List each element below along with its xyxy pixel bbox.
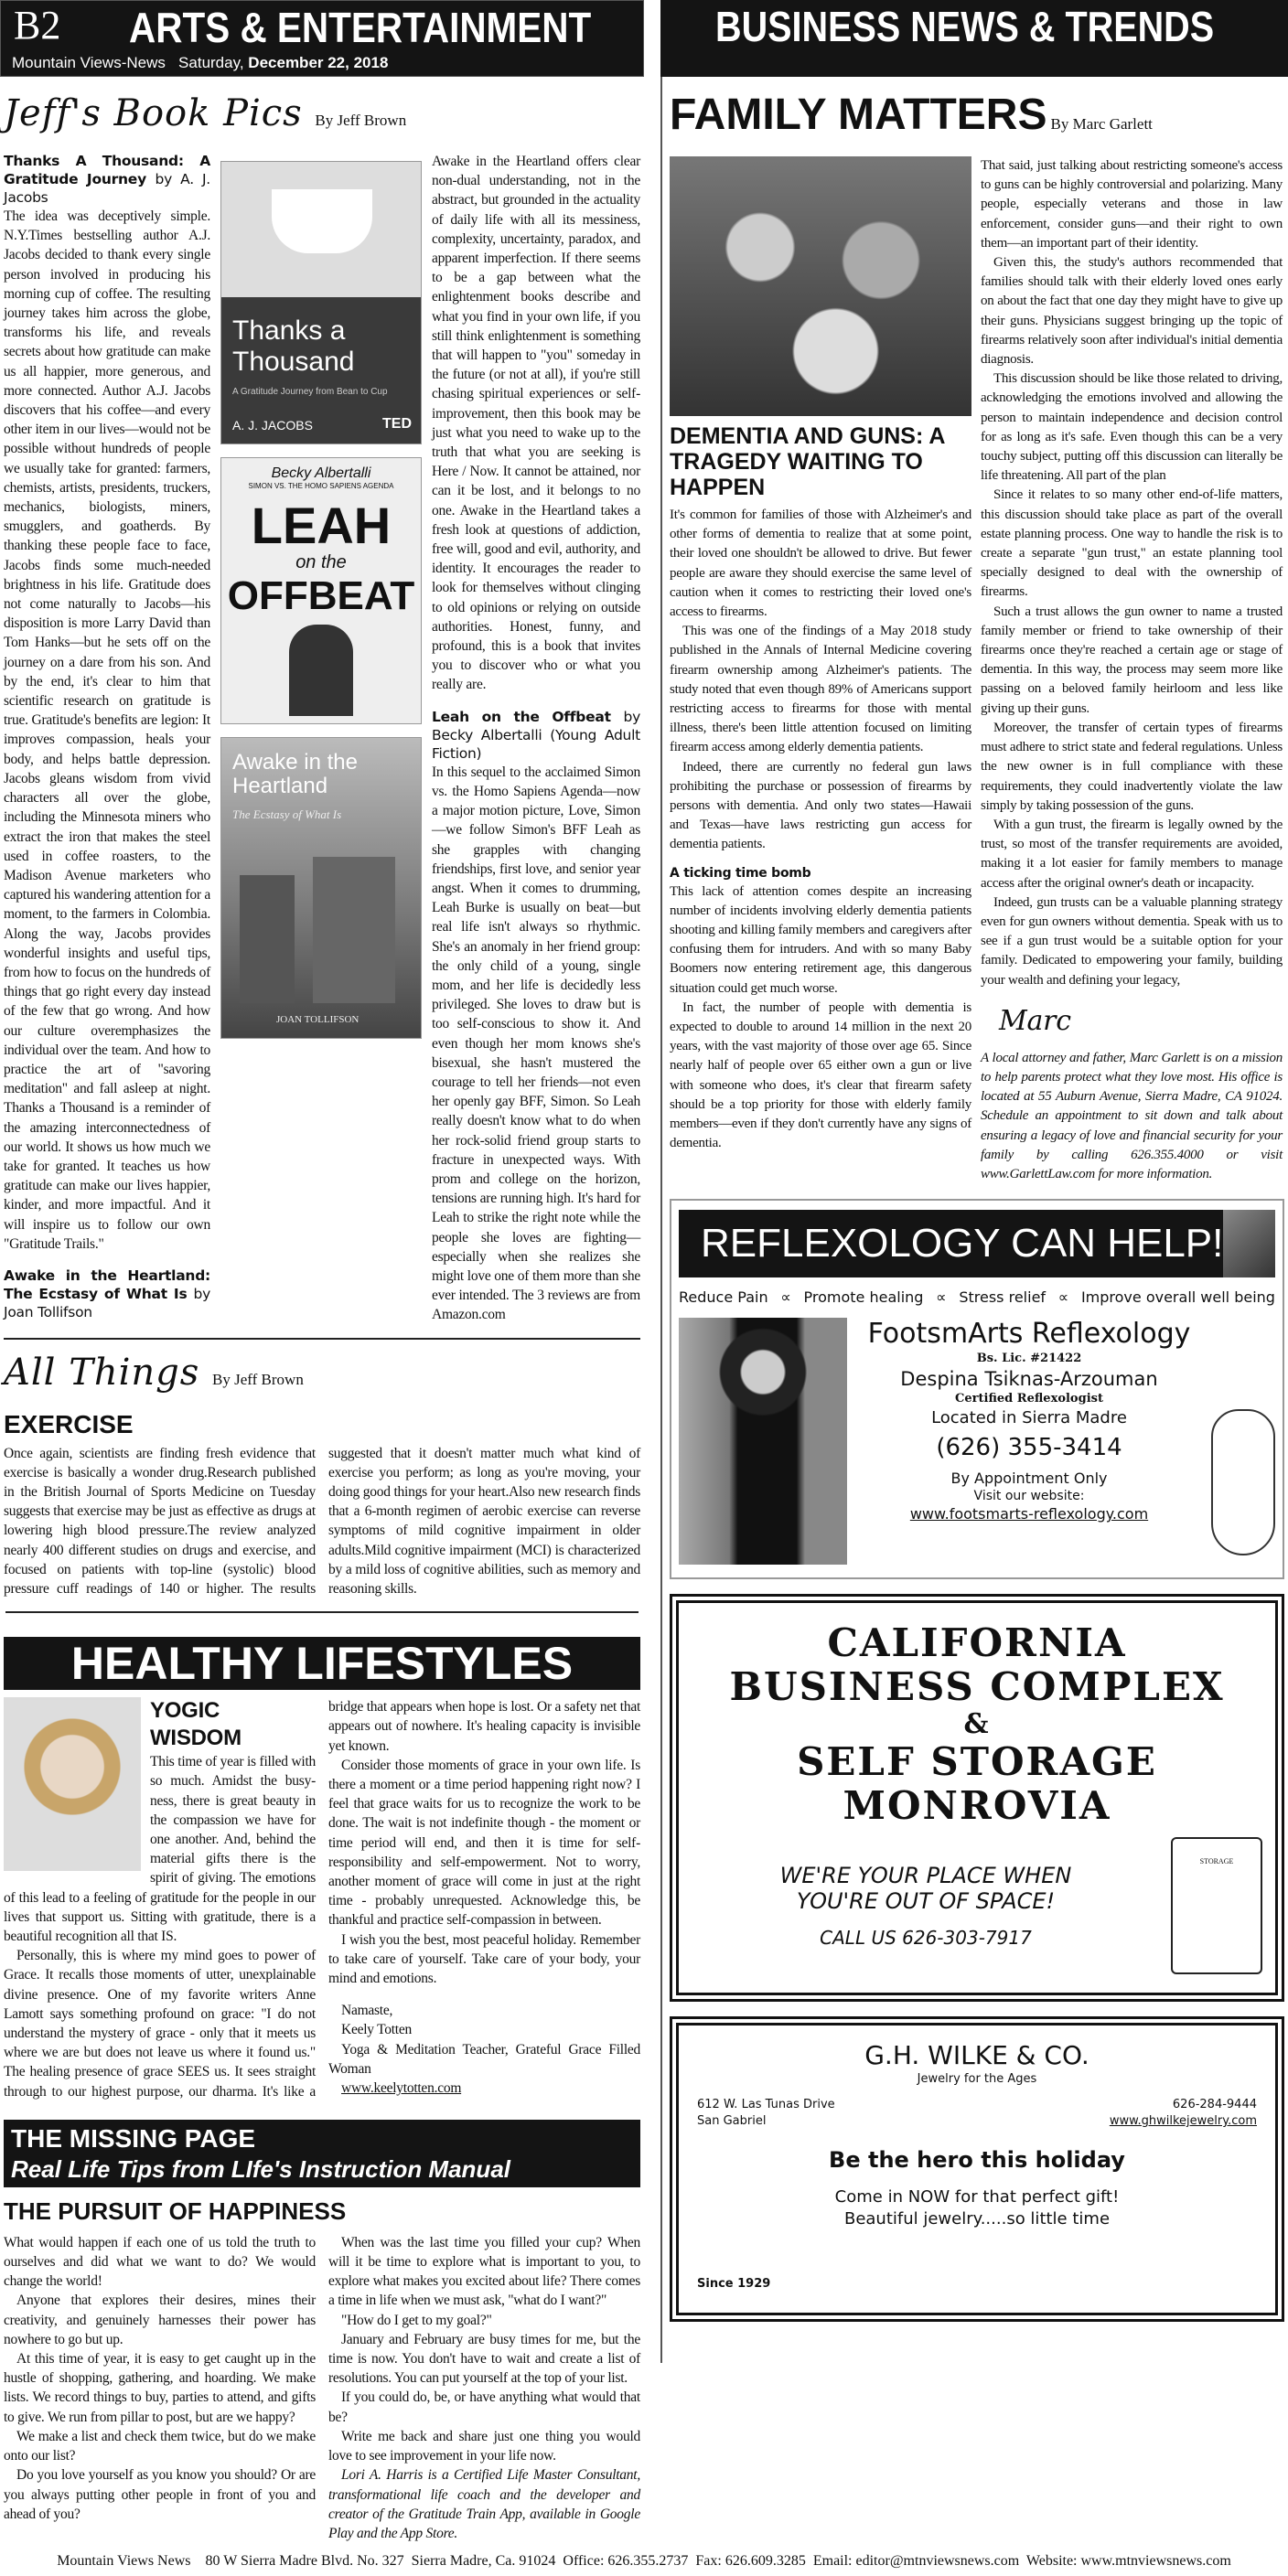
gh-wilke-ad <box>670 2016 1284 2322</box>
author-name: Keely Totten <box>341 2022 412 2038</box>
masthead-row <box>0 0 1288 77</box>
paragraph: This discussion should be like those related to driving, acknowledging the emotions involved and allowing the person to maintain independence and decision control for as long as it's safe. Even though this can be a very touchy subject, putting off this discussion can literally be life threatening. All part of the plan <box>981 371 1283 484</box>
coffee-cup-icon <box>272 189 372 253</box>
paragraph: Given this, the study's authors recommended that families should talk with their elderly loved ones early on about the fact that one day they might have to give up their guns. Physicians suggest bringing up the topic of firearms relatively soon after individual's initial dementia diagnosis. <box>981 255 1283 368</box>
book-review-col-1 <box>4 152 210 1325</box>
benefits-list <box>679 1288 1275 1307</box>
headline-line: SELF STORAGE <box>797 1739 1157 1785</box>
family-article-col-2 <box>981 156 1283 1184</box>
ad-banner <box>679 1210 1275 1277</box>
separator: ∝ <box>780 1288 791 1307</box>
ad-headline: REFLEXOLOGY CAN HELP! <box>701 1221 1224 1267</box>
paragraph: January and February are busy times for me, but the time is now. You don't have to wait and create a list of resolutions. You can put yourself at the top of your list. <box>328 2331 640 2387</box>
yogic-wisdom-text <box>4 1697 640 2101</box>
section-header-business <box>660 0 1288 77</box>
paragraph: It's common for families of those with Alzheimer's and other forms of dementia to realize that at some point, their loved one shouldn't be allowed to drive. But fewer people are aware they should exercise the same level of caution when it comes to restricting their loved one's access to firearms. <box>670 508 971 620</box>
benefit: Improve overall well being <box>1080 1288 1275 1307</box>
book-covers <box>220 152 422 1325</box>
reflexology-ad <box>670 1199 1284 1579</box>
visit-label: Visit our website: <box>973 1489 1085 1504</box>
cover-tagline: SIMON VS. THE HOMO SAPIENS AGENDA <box>248 482 394 490</box>
address <box>697 2097 835 2130</box>
book-reviews <box>4 152 640 1325</box>
appointment-note: By Appointment Only <box>950 1470 1108 1488</box>
column-title-text: Jeff's Book Pics <box>4 92 303 134</box>
pursuit-article-text <box>4 2233 640 2543</box>
business-name: G.H. WILKE & CO. <box>864 2040 1089 2071</box>
review-text: The idea was deceptively simple. N.Y.Times bestselling author A.J. Jacobs decided to thank every single person involved in producing his morning cup of coffee. The resulting journey takes him across the globe, transforms his life, and reveals secrets about how gratitude can make us all happier, more generous, and more connected. Author A.J. Jacobs discovers that his coffee—and every other item in our lives—would not be possible without hundreds of people we usually take for granted: farmers, chemists, artists, presidents, truckers, mechanics, biologists, miners, smugglers, and goatherds. By thanking these people face to face, Jacobs finds some much-needed brightness in his life. Gratitude does not come naturally to Jacobs—his disposition is more Larry David than Tom Hanks—but he sets off on the journey on a dare from his son. And by the end, it's clear to him that scientific research on gratitude is true. Gratitude's benefits are legion: It improves compassion, heals your body, and helps battle depression. Jacobs gleans wisdom from vivid characters all over the globe, including the Minnesota miners who extract the iron that makes the steel used in coffee roasters, to the Madison Avenue marketers who captured his wandering attention for a moment, to the farmers in Colombia. Along the way, Jacobs provides wonderful insights and useful tips, from how to focus on the hundreds of things that go right every day instead of the few that go wrong. And how our culture overemphasizes the individual over the team. And how to practice the art of "savoring meditation" and fall asleep at night. Thanks a Thousand is a reminder of the amazing interconnectedness of our world. It shows us how much we take for granted. It teaches us how gratitude can make our lives happier, kinder, and more impactful. And it will inspire us to follow our own "Gratitude Trails." <box>4 208 210 1252</box>
ad-line: Beautiful jewelry.....so little time <box>843 2209 1111 2229</box>
column-subtitle: Real Life Tips from LIfe's Instruction Manual <box>11 2154 510 2183</box>
storage-locker-illustration <box>1171 1837 1262 1974</box>
benefit: Stress relief <box>959 1288 1046 1307</box>
address-line: 612 W. Las Tunas Drive <box>697 2098 835 2112</box>
author-website-link[interactable]: www.keelytotten.com <box>341 2080 462 2097</box>
exercise-article-text: Once again, scientists are finding fresh evidence that exercise is basically a wonder drug.Research published in the British Journal of Sports Medicine on Tuesday suggests that exercise may be just as effective as drugs at lowering high blood pressure.The review analyzed nearly 400 different studies on drugs and exercise, and focused on patients with top-line (systolic) blood pressure cuff readings of 140 or higher. The results suggested that it doesn't matter much what kind of exercise you perform; as long as you're moving, your doing good things for your heart.Also new research finds that a 6-month regimen of aerobic exercise can reverse symptoms of mild cognitive impairment in older adults.Mild cognitive impairment (MCI) is characterized by a mild loss of cognitive abilities, such as memory and reasoning skills. <box>4 1445 640 1597</box>
paragraph: Anyone that explores their desires, mines their creativity, and genuinely harnesses their power has nowhere to go but up. <box>4 2293 316 2347</box>
author-bio: Lori A. Harris is a Certified Life Master Consultant, transformational life coach and the developer and creator of the Gratitude Train App, available in Google Play and the App Store. <box>328 2467 640 2541</box>
cover-illustration <box>289 625 353 716</box>
cover-title: on the <box>295 552 347 572</box>
cover-publisher: TED <box>382 416 412 432</box>
license: Bs. Lic. #21422 <box>976 1352 1082 1366</box>
ampersand: & <box>963 1708 991 1741</box>
cover-subtitle: The Ecstasy of What Is <box>232 807 342 821</box>
review-heading <box>4 152 210 207</box>
address-contact-row <box>697 2097 1257 2130</box>
ad-body <box>679 1318 1275 1565</box>
section-title: ARTS & ENTERTAINMENT <box>129 4 592 51</box>
paragraph: That said, just talking about restricting someone's access to guns can be highly controversial and polarizing. Many people, especially veterans and those in law enforcement, consider guns—and their right to own them—an important part of their identity. <box>981 158 1283 251</box>
location: Located in Sierra Madre <box>931 1408 1127 1428</box>
family-article <box>670 156 1284 1184</box>
headline-line: MONROVIA <box>843 1783 1111 1829</box>
subheading: A ticking time bomb <box>670 865 811 881</box>
article-heading: THE PURSUIT OF HAPPINESS <box>4 2197 347 2225</box>
paragraph: Since it relates to so many other end-of-life matters, this discussion should take place as part of the overall estate planning process. One way to handle the risk is to create a separate "gun trust," an estate planning tool specially designed to deal with the ownership of firearms. <box>981 487 1283 600</box>
reflexologist-photo <box>679 1318 847 1565</box>
ad-headline <box>692 1621 1262 1828</box>
article-heading: YOGIC WISDOM <box>150 1698 242 1751</box>
article-heading: DEMENTIA AND GUNS: A TRAGEDY WAITING TO HAPPEN <box>670 423 945 500</box>
ad-footer <box>692 1837 1262 1974</box>
tagline-line: YOU'RE OUT OF SPACE! <box>796 1888 1056 1915</box>
cover-title: OFFBEAT <box>227 573 415 618</box>
cover-subtitle: A Gratitude Journey from Bean to Cup <box>232 387 388 397</box>
paragraph: Consider those moments of grace in your own life. Is there a moment or a time period happening right now? I feel that grace waits for us to recognize the work to be done. The wait is not indefinite though - the moment or time period will end, and then it is time for self-responsibility and self-empowerment. Not to worry, another moment of grace will come in just at the right time - probably unrequested. Acknowledge this, be thankful and practice self-compassion in between. <box>328 1757 640 1929</box>
website-link[interactable]: www.footsmarts-reflexology.com <box>909 1505 1149 1523</box>
review-text: Awake in the Heartland offers clear non-dual understanding, not in the abstract, but grounded in the actuality of daily life with all its messiness, complexity, uncertainty, paradox, and apparent imperfection. If there seems to be a gap between what the enlightenment books describe and what you find in your own life, if you still think enlightenment is something that will happen to "you" someday in the future (or not at all), if you're still chasing spiritual experiences or self-improvement, then this book may be just what you need to wake up to the truth that what you are seeking is Here / Now. It cannot be attained, nor can it be lost, and it belongs to no one. Awake in the Heartland takes a fresh look at questions of addiction, free will, good and evil, authority, and identity. It encourages the reader to look for themselves without clinging to old opinions or relying on outside authorities. Honest, funny, and profound, this is a book that invites you to discover who or what you really are. <box>432 154 640 693</box>
paragraph: This time of year is filled with so much. Amidst the busy-ness, there is great beauty in the compassion we have for one another. And, behind the material gifts there is the spirit of giving. The emotions of this lead to a feeling of gratitude for the people in our lives that support us. Sitting with gratitude, there is a beautiful recognition all that IS. <box>4 1754 316 1945</box>
headline-line: CALIFORNIA <box>827 1620 1127 1666</box>
article-heading: EXERCISE <box>4 1409 134 1438</box>
headline-line: BUSINESS COMPLEX <box>729 1664 1225 1710</box>
missing-page-banner <box>4 2120 640 2187</box>
paragraph: At this time of year, it is easy to get caught up in the hustle of shopping, gathering, and hoarding. We make lists. We record things to buy, parties to attend, and gifts to give. We run from pillar to post, but are we happy? <box>4 2351 316 2425</box>
book-cover-awake-in-the-heartland <box>220 737 422 1039</box>
ad-line: Come in NOW for that perfect gift! <box>834 2187 1120 2207</box>
cover-author: JOAN TOLLIFSON <box>276 1014 360 1025</box>
section-header-arts <box>0 0 644 77</box>
cover-title: Thanks a Thousand <box>232 315 355 377</box>
review-author: by Joan Tollifson <box>4 1285 210 1320</box>
paragraph: Do you love yourself as you know you should? Or are you always putting other people in front of you and ahead of you? <box>4 2467 316 2522</box>
phone: (626) 355-3414 <box>936 1434 1122 1462</box>
ad-body <box>697 2186 1257 2230</box>
paragraph: Personally, this is where my mind goes to power of Grace. It recalls those moments of utter, unexplainable divine presence. One of my favorite writers Anne Lamott says something profound on grace: "I do not understand the mystery of grace - only that it meets us where we are but does not leave us where it found us." The healing presence of grace SEES us. It sees straight through to our highest purpose, our dharma. It's like a bridge that appears when hope is lost. Or a safety net that appears out of nowhere. It's healing capacity is invisible yet known. <box>4 1699 640 2100</box>
byline: By Jeff Brown <box>212 1370 304 1388</box>
book-review-col-3 <box>432 152 640 1325</box>
paragraph: This lack of attention comes despite an increasing number of incidents involving elderly dementia patients shooting and killing family members and caregivers after confusing them for intruders. And with so many Baby Boomers now entering retirement age, this dangerous situation could get much worse. <box>670 883 971 996</box>
page-number: B2 <box>14 3 61 48</box>
book-cover-leah-on-the-offbeat <box>220 457 422 724</box>
book-column-title <box>4 90 640 144</box>
divider <box>5 1611 639 1613</box>
review-author: by A. J. Jacobs <box>4 171 210 206</box>
sign-off: Namaste, <box>341 2003 393 2019</box>
section-title: BUSINESS NEWS & TRENDS <box>715 3 1215 50</box>
review-heading <box>4 1267 210 1321</box>
byline: By Marc Garlett <box>1050 115 1153 133</box>
paragraph: Indeed, there are currently no federal gun laws prohibiting the purchase or possession of firearms by persons with dementia. And only two states—Hawaii and Texas—have laws restricting gun access for dementia patients. <box>670 759 971 852</box>
benefit: Reduce Pain <box>679 1288 768 1307</box>
foot-photo <box>1223 1210 1275 1277</box>
paragraph: When was the last time you filled your cup? When will it be time to explore what is important to you, to explore what makes you excited about life? There comes a time in life when we must ask, "what do I want?" <box>328 2234 640 2309</box>
day: Saturday, <box>178 54 244 71</box>
page-body <box>0 77 1288 2543</box>
phone: CALL US 626-303-7917 <box>820 1927 1032 1950</box>
family-photo <box>670 156 971 416</box>
contact <box>1110 2097 1257 2130</box>
review-title: Leah on the Offbeat <box>432 708 611 725</box>
author-photo <box>4 1697 141 1871</box>
locker-label: STORAGE <box>1199 1857 1234 1866</box>
cover-title: Awake in the Heartland <box>232 750 358 798</box>
foot-icon <box>1211 1409 1275 1555</box>
cover-title: LEAH <box>251 497 392 554</box>
business-name: FootsmArts Reflexology <box>867 1318 1191 1351</box>
column-title: THE MISSING PAGE <box>11 2123 256 2153</box>
author-bio: A local attorney and father, Marc Garlett is on a mission to help parents protect what they love most. His office is located at 55 Auburn Avenue, Sierra Madre, CA 91024. Schedule an appointment to sit down and talk about ensuring a legacy of love and financial security for your family by calling 626.355.4000 or visit www.GarlettLaw.com for more information. <box>981 1050 1283 1181</box>
paragraph: Moreover, the transfer of certain types of firearms must adhere to strict state and federal regulations. Unless the new owner is in full compliance with these requirements, they could inadvertently violate the law simply by taking possession of the guns. <box>981 720 1283 813</box>
right-column <box>660 77 1288 2363</box>
separator: ∝ <box>1057 1288 1069 1307</box>
left-column <box>0 77 644 2543</box>
paragraph: With a gun trust, the firearm is legally owned by the trust, so most of the transfer requirements are avoided, making it a lot easier for family members to manage access after the original owner's death or incapacity. <box>981 817 1283 891</box>
dateline <box>12 54 388 72</box>
family-matters-title <box>670 90 1284 151</box>
review-author: by Becky Albertalli (Young Adult Fiction) <box>432 708 640 762</box>
footer-contact: Mountain Views News 80 W Sierra Madre Blvd. No. 327 Sierra Madre, Ca. 91024 Office: 626.355.2737 Fax: 626.609.3285 Email: editor@mtnviewsnews.com Website: www.mtnviewsnews.com <box>57 2553 1231 2570</box>
building-image <box>240 875 295 1003</box>
paragraph: What would happen if each one of us told the truth to ourselves and did what we want to do? We would change the world! <box>4 2234 316 2290</box>
paragraph: Such a trust allows the gun owner to name a trusted family member or friend to take ownership of their firearms once they're reached a certain age or stage of dementia. In this way, the process may seem more like passing on a beloved family heirloom and less like giving up their guns. <box>981 604 1283 716</box>
byline: By Jeff Brown <box>315 112 407 129</box>
book-cover-thanks-a-thousand <box>220 161 422 444</box>
review-title: Awake in the Heartland: The Ecstasy of What Is <box>4 1267 210 1302</box>
review-title: Thanks A Thousand: A Gratitude Journey <box>4 153 210 187</box>
address-line: San Gabriel <box>697 2114 767 2129</box>
cover-author: A. J. JACOBS <box>232 418 313 433</box>
paragraph: We make a list and check them twice, but do we make onto our list? <box>4 2428 316 2464</box>
building-image <box>313 857 395 1003</box>
divider <box>4 1338 640 1340</box>
column-title-text: All Things <box>4 1351 200 1394</box>
paragraph: In fact, the number of people with dementia is expected to double to around 14 million in the next 20 years, with the vast majority of those over age 65. Since nearly half of people over 65 either own a gun or live with someone who does, it's clear that firearm safety should be a top priority for those with elderly family members—even if they don't currently have any signs of dementia. <box>670 999 971 1151</box>
review-heading <box>432 708 640 763</box>
signature: Marc <box>999 1004 1071 1037</box>
practitioner-name: Despina Tsiknas-Arzouman <box>900 1368 1158 1391</box>
california-business-complex-ad <box>670 1594 1284 2002</box>
all-things-title <box>4 1349 640 1404</box>
paragraph: Write me back and share just one thing you would love to see improvement in your life now. <box>328 2428 640 2464</box>
column-title-text: FAMILY MATTERS <box>670 91 1047 139</box>
ad-details <box>854 1318 1204 1524</box>
ad-tagline <box>692 1863 1160 1949</box>
paragraph: I wish you the best, most peaceful holiday. Remember to take care of yourself. Take care of your body, your mind and emotions. <box>328 1931 640 1987</box>
tagline-line: WE'RE YOUR PLACE WHEN <box>779 1863 1072 1889</box>
certification: Certified Reflexologist <box>955 1392 1103 1406</box>
paragraph: "How do I get to my goal?" <box>341 2312 492 2328</box>
since-year: Since 1929 <box>697 2277 771 2292</box>
family-article-col-1 <box>670 156 971 1184</box>
healthy-lifestyles-banner: HEALTHY LIFESTYLES <box>4 1637 640 1690</box>
paragraph: This was one of the findings of a May 2018 study published in the Annals of Internal Medicine covering firearm ownership among Alzheimer's patients. The study noted that even though 89% of Americans support restricting access to firearms for those with mental illness, there's been little attention focused on limiting firearm access among elderly dementia patients. <box>670 624 971 755</box>
benefit: Promote healing <box>803 1288 924 1307</box>
cover-author: Becky Albertalli <box>271 465 371 481</box>
author-title: Yoga & Meditation Teacher, Grateful Grace Filled Woman <box>328 2041 640 2077</box>
tagline: Jewelry for the Ages <box>917 2072 1037 2087</box>
paragraph: Indeed, gun trusts can be a valuable planning strategy even for gun owners without dementia. Speak with us to see if a gun trust would be a suitable option for your family. Dedicated to empowering your family, building your wealth and defining your legacy, <box>981 894 1283 988</box>
separator: ∝ <box>936 1288 947 1307</box>
ad-headline: Be the hero this holiday <box>829 2147 1125 2174</box>
paper-name: Mountain Views-News <box>12 54 166 71</box>
website-link[interactable]: www.ghwilkejewelry.com <box>1109 2114 1257 2129</box>
paragraph: If you could do, be, or have anything what would that be? <box>328 2389 640 2425</box>
phone: 626-284-9444 <box>1172 2098 1257 2112</box>
review-text: In this sequel to the acclaimed Simon vs. the Homo Sapiens Agenda—now a major motion picture, Love, Simon—we follow Simon's BFF Leah as she grapples with changing friendships, first love, and senior year angst. When it comes to drumming, Leah Burke is usually on beat—but real life isn't always so rhythmic. She's an anomaly in her friend group: the only child of a young, single mom, and her life is decidedly less privileged. She loves to draw but is too self-conscious to show it. And even though her mom knows she's bisexual, she hasn't mustered the courage to tell her friends—not even her openly gay BFF, Simon. So Leah really doesn't know what to do when her rock-solid friend group starts to fracture in unexpected ways. With prom and college on the horizon, tensions are running high. It's hard for Leah to strike the right note while the people she loves are fighting—especially when she realizes she might love one of them more than she ever intended. The 3 reviews are from Amazon.com <box>432 764 640 1323</box>
date: December 22, 2018 <box>248 54 389 71</box>
